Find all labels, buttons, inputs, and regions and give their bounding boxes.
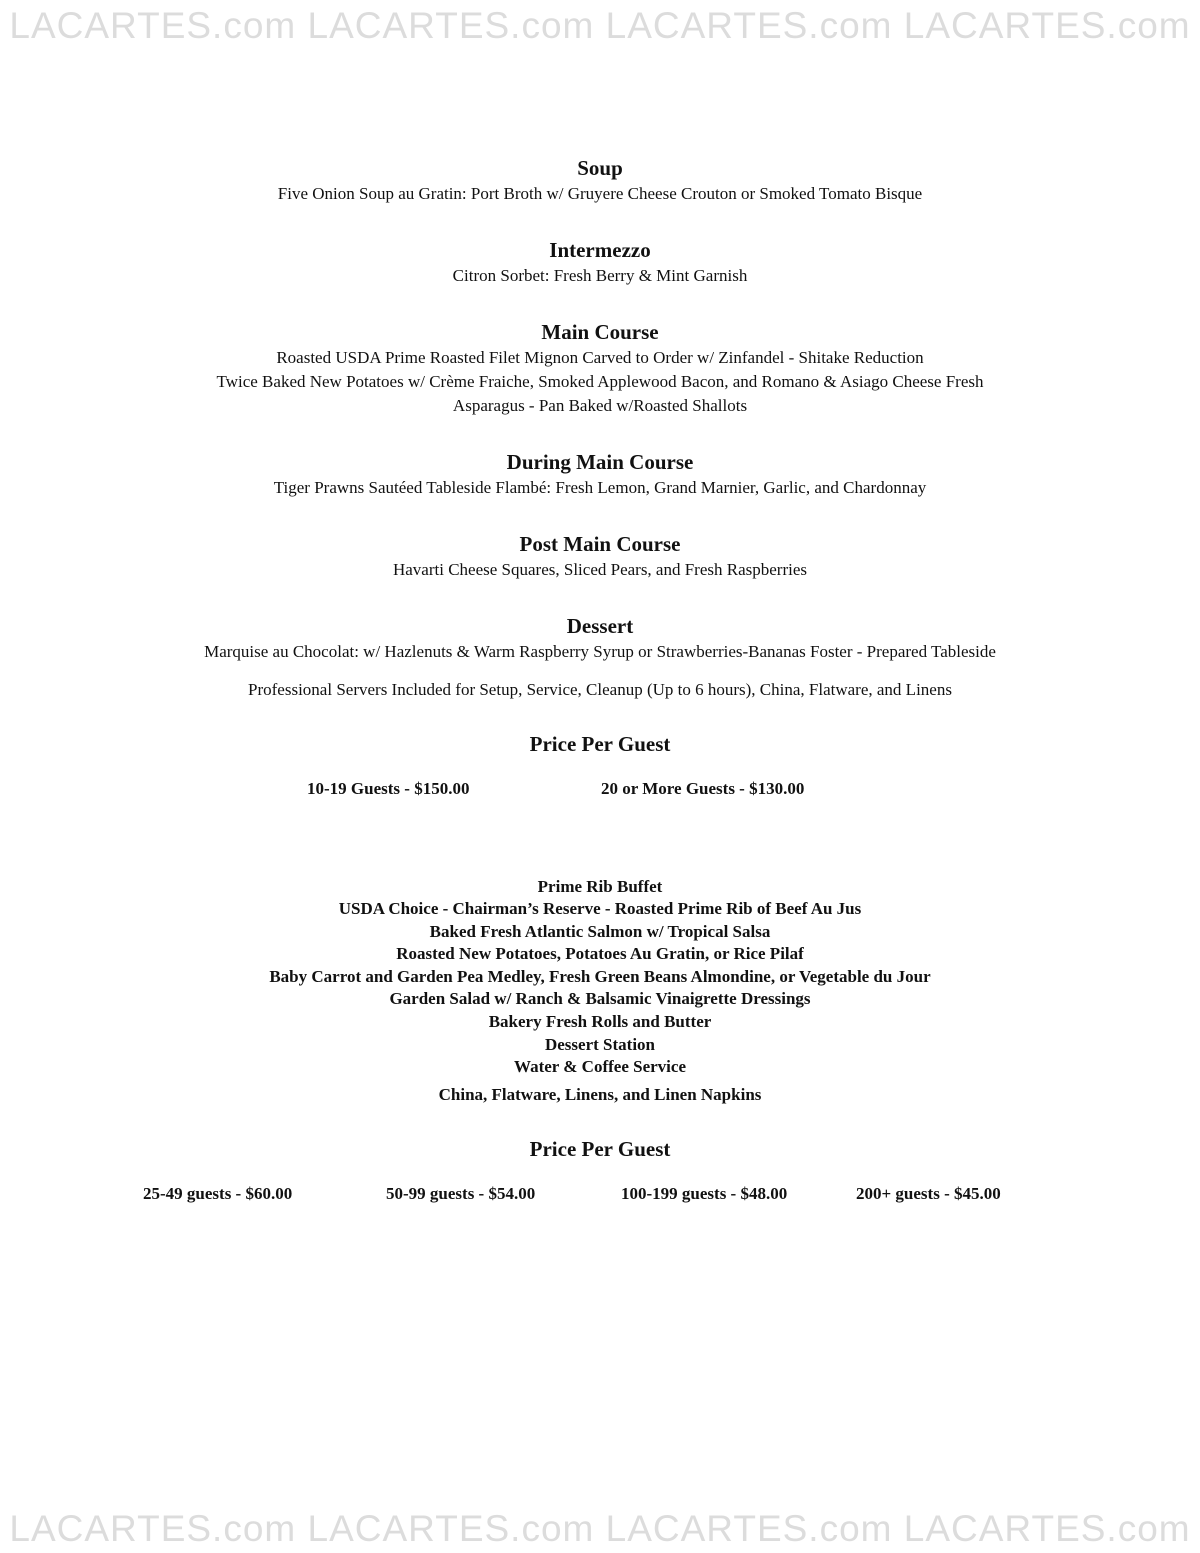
section-line: Tiger Prawns Sautéed Tableside Flambé: Fresh Lemon, Grand Marnier, Garlic, and Chardonnay [273, 478, 927, 497]
buffet-item: Baked Fresh Atlantic Salmon w/ Tropical Salsa [429, 921, 771, 941]
price-row [0, 779, 1200, 803]
menu-content [0, 154, 1200, 1208]
price-tier: 10-19 Guests - $150.00 [307, 779, 470, 798]
section-line: Five Onion Soup au Gratin: Port Broth w/ Gruyere Cheese Crouton or Smoked Tomato Bisque [277, 184, 923, 203]
section-post-main-course [0, 530, 1200, 582]
buffet-item: USDA Choice - Chairman’s Reserve - Roasted Prime Rib of Beef Au Jus [338, 899, 862, 918]
buffet-item: Bakery Fresh Rolls and Butter [488, 1011, 712, 1031]
buffet-item: Baby Carrot and Garden Pea Medley, Fresh Green Beans Almondine, or Vegetable du Jour [269, 966, 931, 986]
section-line: Havarti Cheese Squares, Sliced Pears, and Fresh Raspberries [392, 560, 808, 579]
buffet-price-row [0, 1184, 1200, 1208]
section-intermezzo [0, 236, 1200, 288]
buffet-item: Dessert Station [544, 1034, 655, 1054]
section-title: During Main Course [506, 450, 694, 474]
buffet-item: China, Flatware, Linens, and Linen Napkins [438, 1084, 762, 1104]
section-line: Citron Sorbet: Fresh Berry & Mint Garnish [452, 266, 748, 285]
section-during-main-course [0, 448, 1200, 500]
price-tier: 200+ guests - $45.00 [856, 1183, 1001, 1203]
buffet-item: Garden Salad w/ Ranch & Balsamic Vinaigrette Dressings [389, 989, 811, 1009]
price-tier: 100-199 guests - $48.00 [621, 1183, 788, 1203]
service-note: Professional Servers Included for Setup, Service, Cleanup (Up to 6 hours), China, Flatware, and Linens [248, 680, 952, 699]
price-title: Price Per Guest [529, 732, 671, 756]
section-soup [0, 154, 1200, 206]
buffet-section [0, 875, 1200, 1107]
watermark-bottom: LACARTES.com LACARTES.com LACARTES.com LACARTES.com [9, 1508, 1191, 1549]
section-main-course [0, 318, 1200, 418]
buffet-price-title: Price Per Guest [529, 1136, 671, 1161]
price-tier: 20 or More Guests - $130.00 [601, 779, 805, 798]
watermark-top: LACARTES.com LACARTES.com LACARTES.com LACARTES.com [9, 5, 1191, 46]
price-tier: 25-49 guests - $60.00 [143, 1183, 293, 1203]
section-line: Roasted USDA Prime Roasted Filet Mignon Carved to Order w/ Zinfandel - Shitake Reduction [276, 348, 924, 367]
section-title: Dessert [566, 614, 634, 638]
buffet-title: Prime Rib Buffet [537, 877, 663, 896]
section-title: Main Course [541, 320, 659, 344]
section-line: Asparagus - Pan Baked w/Roasted Shallots [452, 396, 748, 415]
section-dessert [0, 612, 1200, 664]
price-tier: 50-99 guests - $54.00 [386, 1183, 536, 1203]
section-line: Marquise au Chocolat: w/ Hazlenuts & Warm Raspberry Syrup or Strawberries-Bananas Foster - Prepared Tableside [204, 642, 996, 661]
section-title: Soup [577, 156, 623, 180]
section-title: Post Main Course [519, 532, 681, 556]
buffet-item: Roasted New Potatoes, Potatoes Au Gratin, or Rice Pilaf [396, 944, 804, 964]
buffet-item: Water & Coffee Service [514, 1057, 686, 1077]
section-line: Twice Baked New Potatoes w/ Crème Fraiche, Smoked Applewood Bacon, and Romano & Asiago Cheese Fresh [216, 372, 984, 391]
section-title: Intermezzo [549, 238, 651, 262]
